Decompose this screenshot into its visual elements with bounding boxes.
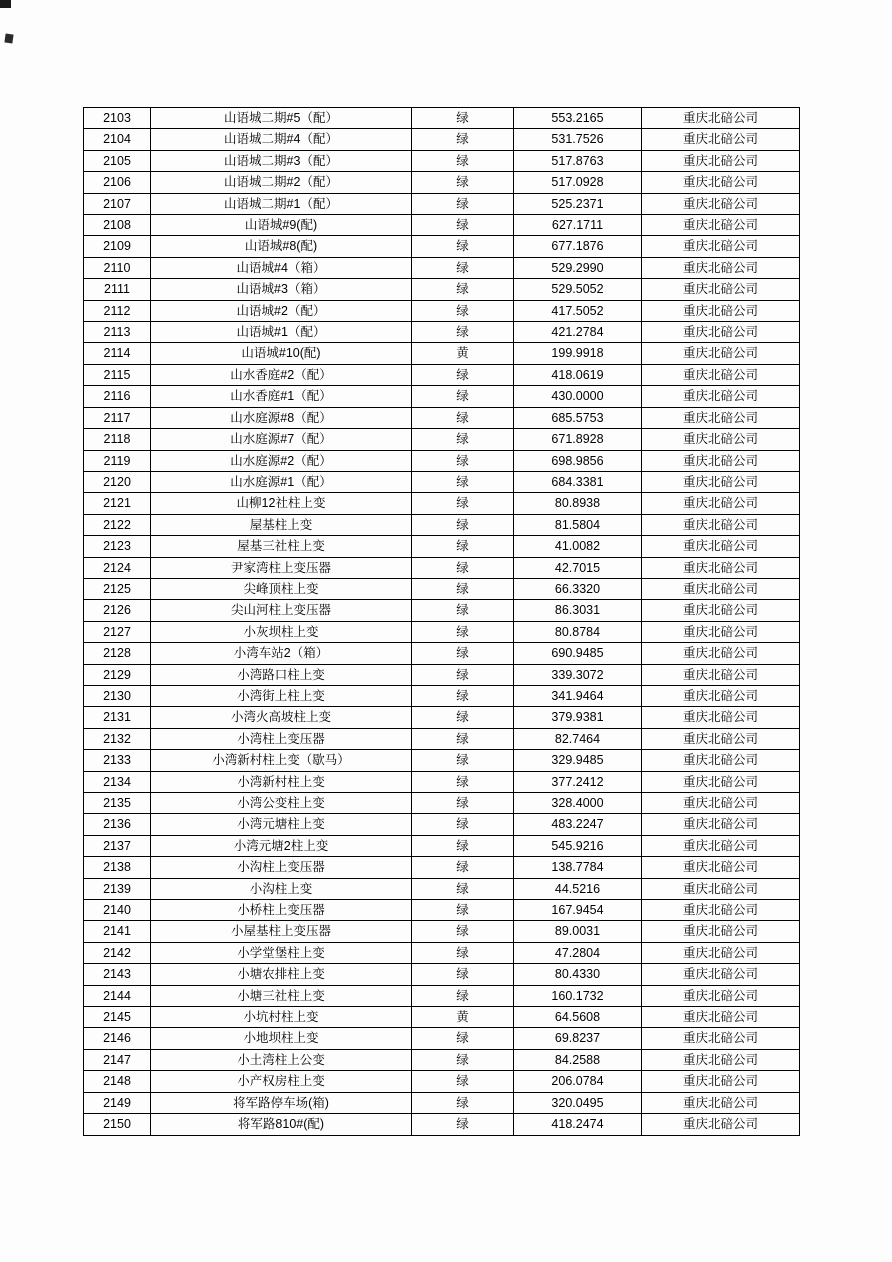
cell-value: 64.5608: [514, 1007, 642, 1028]
cell-company: 重庆北碚公司: [642, 1071, 800, 1092]
cell-id: 2127: [84, 621, 151, 642]
cell-id: 2126: [84, 600, 151, 621]
cell-value: 329.9485: [514, 750, 642, 771]
cell-company: 重庆北碚公司: [642, 707, 800, 728]
data-table-container: [83, 107, 800, 1136]
cell-status: 绿: [412, 942, 514, 963]
cell-name: 小屋基柱上变压器: [151, 921, 412, 942]
cell-company: 重庆北碚公司: [642, 407, 800, 428]
cell-id: 2149: [84, 1092, 151, 1113]
cell-company: 重庆北碚公司: [642, 386, 800, 407]
cell-id: 2115: [84, 364, 151, 385]
cell-company: 重庆北碚公司: [642, 322, 800, 343]
table-row: [84, 707, 800, 728]
cell-name: 山水庭源#7（配）: [151, 429, 412, 450]
cell-value: 44.5216: [514, 878, 642, 899]
table-row: [84, 985, 800, 1006]
cell-name: 山语城二期#5（配）: [151, 108, 412, 129]
table-row: [84, 964, 800, 985]
cell-id: 2130: [84, 685, 151, 706]
cell-company: 重庆北碚公司: [642, 621, 800, 642]
table-row: [84, 300, 800, 321]
cell-value: 677.1876: [514, 236, 642, 257]
cell-id: 2123: [84, 536, 151, 557]
cell-company: 重庆北碚公司: [642, 664, 800, 685]
table-row: [84, 621, 800, 642]
page-corner-artifact: [4, 33, 13, 43]
cell-status: 绿: [412, 707, 514, 728]
cell-value: 339.3072: [514, 664, 642, 685]
cell-company: 重庆北碚公司: [642, 493, 800, 514]
cell-name: 小湾元塘2柱上变: [151, 835, 412, 856]
cell-value: 379.9381: [514, 707, 642, 728]
cell-id: 2108: [84, 215, 151, 236]
table-row: [84, 793, 800, 814]
table-row: [84, 1071, 800, 1092]
cell-name: 小湾新村柱上变（歇马）: [151, 750, 412, 771]
cell-company: 重庆北碚公司: [642, 1007, 800, 1028]
cell-status: 绿: [412, 557, 514, 578]
table-row: [84, 942, 800, 963]
table-row: [84, 386, 800, 407]
cell-id: 2132: [84, 728, 151, 749]
cell-status: 绿: [412, 578, 514, 599]
cell-id: 2106: [84, 172, 151, 193]
cell-company: 重庆北碚公司: [642, 364, 800, 385]
cell-value: 80.4330: [514, 964, 642, 985]
cell-name: 小土湾柱上公变: [151, 1049, 412, 1070]
cell-status: 绿: [412, 1092, 514, 1113]
cell-value: 84.2588: [514, 1049, 642, 1070]
cell-status: 黄: [412, 343, 514, 364]
cell-value: 42.7015: [514, 557, 642, 578]
table-row: [84, 600, 800, 621]
cell-value: 418.2474: [514, 1114, 642, 1135]
table-row: [84, 835, 800, 856]
cell-status: 绿: [412, 1028, 514, 1049]
page-corner-artifact: [0, 0, 11, 8]
cell-company: 重庆北碚公司: [642, 921, 800, 942]
cell-name: 山语城#3（箱）: [151, 279, 412, 300]
cell-id: 2109: [84, 236, 151, 257]
cell-name: 小湾街上柱上变: [151, 685, 412, 706]
cell-value: 483.2247: [514, 814, 642, 835]
cell-id: 2125: [84, 578, 151, 599]
cell-name: 小湾柱上变压器: [151, 728, 412, 749]
table-row: [84, 814, 800, 835]
cell-company: 重庆北碚公司: [642, 750, 800, 771]
table-row: [84, 172, 800, 193]
table-row: [84, 471, 800, 492]
cell-name: 山水庭源#8（配）: [151, 407, 412, 428]
cell-company: 重庆北碚公司: [642, 578, 800, 599]
cell-id: 2124: [84, 557, 151, 578]
cell-status: 绿: [412, 921, 514, 942]
cell-name: 将军路停车场(箱): [151, 1092, 412, 1113]
table-row: [84, 728, 800, 749]
cell-company: 重庆北碚公司: [642, 150, 800, 171]
cell-name: 小湾路口柱上变: [151, 664, 412, 685]
table-row: [84, 257, 800, 278]
cell-company: 重庆北碚公司: [642, 1114, 800, 1135]
cell-name: 山水香庭#1（配）: [151, 386, 412, 407]
cell-company: 重庆北碚公司: [642, 557, 800, 578]
cell-value: 418.0619: [514, 364, 642, 385]
table-row: [84, 493, 800, 514]
cell-name: 将军路810#(配): [151, 1114, 412, 1135]
cell-status: 绿: [412, 664, 514, 685]
cell-value: 685.5753: [514, 407, 642, 428]
cell-value: 82.7464: [514, 728, 642, 749]
cell-company: 重庆北碚公司: [642, 878, 800, 899]
cell-value: 421.2784: [514, 322, 642, 343]
cell-status: 绿: [412, 215, 514, 236]
cell-value: 430.0000: [514, 386, 642, 407]
cell-value: 167.9454: [514, 900, 642, 921]
cell-name: 山水庭源#1（配）: [151, 471, 412, 492]
cell-status: 绿: [412, 771, 514, 792]
cell-id: 2104: [84, 129, 151, 150]
cell-name: 小灰坝柱上变: [151, 621, 412, 642]
cell-company: 重庆北碚公司: [642, 793, 800, 814]
cell-id: 2150: [84, 1114, 151, 1135]
cell-name: 小湾车站2（箱）: [151, 643, 412, 664]
cell-status: 绿: [412, 857, 514, 878]
cell-name: 小产权房柱上变: [151, 1071, 412, 1092]
cell-id: 2128: [84, 643, 151, 664]
cell-company: 重庆北碚公司: [642, 685, 800, 706]
cell-name: 小湾火高坡柱上变: [151, 707, 412, 728]
cell-id: 2118: [84, 429, 151, 450]
cell-name: 屋基柱上变: [151, 514, 412, 535]
cell-id: 2119: [84, 450, 151, 471]
cell-id: 2105: [84, 150, 151, 171]
cell-company: 重庆北碚公司: [642, 964, 800, 985]
cell-company: 重庆北碚公司: [642, 900, 800, 921]
cell-value: 529.2990: [514, 257, 642, 278]
cell-value: 545.9216: [514, 835, 642, 856]
cell-company: 重庆北碚公司: [642, 429, 800, 450]
cell-id: 2113: [84, 322, 151, 343]
table-row: [84, 108, 800, 129]
cell-company: 重庆北碚公司: [642, 343, 800, 364]
cell-status: 绿: [412, 1049, 514, 1070]
cell-id: 2110: [84, 257, 151, 278]
cell-company: 重庆北碚公司: [642, 450, 800, 471]
cell-name: 山语城二期#1（配）: [151, 193, 412, 214]
cell-name: 山语城#9(配): [151, 215, 412, 236]
cell-company: 重庆北碚公司: [642, 471, 800, 492]
cell-value: 80.8938: [514, 493, 642, 514]
cell-value: 328.4000: [514, 793, 642, 814]
cell-name: 山水香庭#2（配）: [151, 364, 412, 385]
cell-value: 86.3031: [514, 600, 642, 621]
cell-id: 2140: [84, 900, 151, 921]
cell-id: 2107: [84, 193, 151, 214]
cell-status: 绿: [412, 814, 514, 835]
cell-status: 绿: [412, 279, 514, 300]
cell-value: 553.2165: [514, 108, 642, 129]
cell-status: 绿: [412, 900, 514, 921]
cell-company: 重庆北碚公司: [642, 300, 800, 321]
table-row: [84, 878, 800, 899]
table-row: [84, 750, 800, 771]
cell-company: 重庆北碚公司: [642, 129, 800, 150]
cell-value: 517.8763: [514, 150, 642, 171]
cell-status: 绿: [412, 1114, 514, 1135]
cell-id: 2144: [84, 985, 151, 1006]
cell-status: 绿: [412, 985, 514, 1006]
cell-id: 2103: [84, 108, 151, 129]
cell-status: 绿: [412, 600, 514, 621]
cell-id: 2142: [84, 942, 151, 963]
cell-id: 2121: [84, 493, 151, 514]
cell-status: 绿: [412, 150, 514, 171]
cell-value: 320.0495: [514, 1092, 642, 1113]
cell-status: 绿: [412, 129, 514, 150]
cell-name: 小桥柱上变压器: [151, 900, 412, 921]
cell-name: 尖山河柱上变压器: [151, 600, 412, 621]
table-row: [84, 578, 800, 599]
cell-company: 重庆北碚公司: [642, 600, 800, 621]
cell-value: 206.0784: [514, 1071, 642, 1092]
cell-id: 2120: [84, 471, 151, 492]
cell-status: 绿: [412, 364, 514, 385]
cell-name: 小地坝柱上变: [151, 1028, 412, 1049]
cell-value: 80.8784: [514, 621, 642, 642]
table-row: [84, 450, 800, 471]
table-row: [84, 129, 800, 150]
cell-value: 684.3381: [514, 471, 642, 492]
cell-company: 重庆北碚公司: [642, 985, 800, 1006]
cell-company: 重庆北碚公司: [642, 1028, 800, 1049]
cell-company: 重庆北碚公司: [642, 257, 800, 278]
cell-id: 2137: [84, 835, 151, 856]
cell-id: 2122: [84, 514, 151, 535]
cell-name: 小湾公变柱上变: [151, 793, 412, 814]
cell-status: 绿: [412, 108, 514, 129]
cell-value: 41.0082: [514, 536, 642, 557]
cell-id: 2133: [84, 750, 151, 771]
cell-id: 2134: [84, 771, 151, 792]
cell-id: 2131: [84, 707, 151, 728]
table-row: [84, 536, 800, 557]
cell-company: 重庆北碚公司: [642, 857, 800, 878]
cell-id: 2135: [84, 793, 151, 814]
cell-value: 517.0928: [514, 172, 642, 193]
cell-status: 绿: [412, 643, 514, 664]
cell-company: 重庆北碚公司: [642, 108, 800, 129]
cell-value: 341.9464: [514, 685, 642, 706]
table-row: [84, 514, 800, 535]
cell-value: 377.2412: [514, 771, 642, 792]
records-table: [83, 107, 800, 1136]
cell-status: 绿: [412, 536, 514, 557]
table-row: [84, 685, 800, 706]
cell-name: 山语城二期#2（配）: [151, 172, 412, 193]
table-row: [84, 557, 800, 578]
cell-status: 绿: [412, 172, 514, 193]
cell-status: 绿: [412, 964, 514, 985]
cell-name: 山语城#10(配): [151, 343, 412, 364]
table-row: [84, 771, 800, 792]
cell-value: 529.5052: [514, 279, 642, 300]
cell-name: 小沟柱上变: [151, 878, 412, 899]
cell-id: 2136: [84, 814, 151, 835]
cell-status: 绿: [412, 193, 514, 214]
cell-status: 绿: [412, 407, 514, 428]
cell-name: 小塘农排柱上变: [151, 964, 412, 985]
cell-name: 小塘三社柱上变: [151, 985, 412, 1006]
cell-value: 66.3320: [514, 578, 642, 599]
cell-id: 2112: [84, 300, 151, 321]
cell-value: 671.8928: [514, 429, 642, 450]
cell-status: 绿: [412, 257, 514, 278]
cell-status: 绿: [412, 728, 514, 749]
table-row: [84, 215, 800, 236]
cell-value: 525.2371: [514, 193, 642, 214]
cell-status: 绿: [412, 300, 514, 321]
cell-id: 2117: [84, 407, 151, 428]
table-row: [84, 643, 800, 664]
cell-status: 绿: [412, 514, 514, 535]
cell-status: 绿: [412, 835, 514, 856]
cell-name: 小坑村柱上变: [151, 1007, 412, 1028]
cell-status: 绿: [412, 429, 514, 450]
cell-status: 绿: [412, 621, 514, 642]
table-row: [84, 1092, 800, 1113]
table-row: [84, 1028, 800, 1049]
cell-name: 山柳12社柱上变: [151, 493, 412, 514]
cell-id: 2148: [84, 1071, 151, 1092]
cell-value: 138.7784: [514, 857, 642, 878]
cell-name: 屋基三社柱上变: [151, 536, 412, 557]
cell-company: 重庆北碚公司: [642, 536, 800, 557]
cell-company: 重庆北碚公司: [642, 835, 800, 856]
cell-name: 小学堂堡柱上变: [151, 942, 412, 963]
cell-name: 小湾元塘柱上变: [151, 814, 412, 835]
cell-value: 531.7526: [514, 129, 642, 150]
cell-company: 重庆北碚公司: [642, 193, 800, 214]
table-row: [84, 364, 800, 385]
cell-status: 绿: [412, 793, 514, 814]
cell-value: 417.5052: [514, 300, 642, 321]
table-row: [84, 857, 800, 878]
table-row: [84, 236, 800, 257]
cell-name: 尹家湾柱上变压器: [151, 557, 412, 578]
table-row: [84, 1049, 800, 1070]
cell-id: 2143: [84, 964, 151, 985]
cell-status: 绿: [412, 236, 514, 257]
cell-value: 47.2804: [514, 942, 642, 963]
table-body: [84, 108, 800, 1136]
cell-name: 尖峰顶柱上变: [151, 578, 412, 599]
cell-company: 重庆北碚公司: [642, 172, 800, 193]
table-row: [84, 1007, 800, 1028]
cell-company: 重庆北碚公司: [642, 215, 800, 236]
table-row: [84, 343, 800, 364]
table-row: [84, 150, 800, 171]
table-row: [84, 1114, 800, 1135]
cell-company: 重庆北碚公司: [642, 728, 800, 749]
cell-name: 山语城二期#3（配）: [151, 150, 412, 171]
cell-status: 绿: [412, 685, 514, 706]
cell-id: 2114: [84, 343, 151, 364]
cell-id: 2141: [84, 921, 151, 942]
cell-id: 2111: [84, 279, 151, 300]
cell-status: 绿: [412, 878, 514, 899]
cell-value: 690.9485: [514, 643, 642, 664]
table-row: [84, 193, 800, 214]
cell-value: 199.9918: [514, 343, 642, 364]
cell-id: 2139: [84, 878, 151, 899]
cell-id: 2138: [84, 857, 151, 878]
cell-status: 绿: [412, 471, 514, 492]
cell-company: 重庆北碚公司: [642, 279, 800, 300]
cell-status: 绿: [412, 386, 514, 407]
cell-company: 重庆北碚公司: [642, 514, 800, 535]
cell-name: 山水庭源#2（配）: [151, 450, 412, 471]
cell-status: 绿: [412, 493, 514, 514]
cell-id: 2129: [84, 664, 151, 685]
cell-id: 2116: [84, 386, 151, 407]
cell-company: 重庆北碚公司: [642, 643, 800, 664]
cell-status: 绿: [412, 1071, 514, 1092]
table-row: [84, 322, 800, 343]
cell-name: 小湾新村柱上变: [151, 771, 412, 792]
cell-company: 重庆北碚公司: [642, 814, 800, 835]
cell-name: 山语城#4（箱）: [151, 257, 412, 278]
cell-id: 2145: [84, 1007, 151, 1028]
cell-value: 160.1732: [514, 985, 642, 1006]
table-row: [84, 900, 800, 921]
cell-value: 89.0031: [514, 921, 642, 942]
cell-id: 2147: [84, 1049, 151, 1070]
cell-value: 698.9856: [514, 450, 642, 471]
cell-name: 山语城二期#4（配）: [151, 129, 412, 150]
cell-company: 重庆北碚公司: [642, 236, 800, 257]
cell-id: 2146: [84, 1028, 151, 1049]
table-row: [84, 279, 800, 300]
table-row: [84, 921, 800, 942]
cell-status: 绿: [412, 750, 514, 771]
cell-name: 山语城#2（配）: [151, 300, 412, 321]
cell-name: 山语城#1（配）: [151, 322, 412, 343]
table-row: [84, 407, 800, 428]
cell-name: 小沟柱上变压器: [151, 857, 412, 878]
cell-value: 69.8237: [514, 1028, 642, 1049]
table-row: [84, 664, 800, 685]
cell-company: 重庆北碚公司: [642, 942, 800, 963]
cell-status: 绿: [412, 450, 514, 471]
cell-company: 重庆北碚公司: [642, 771, 800, 792]
cell-status: 黄: [412, 1007, 514, 1028]
cell-status: 绿: [412, 322, 514, 343]
cell-company: 重庆北碚公司: [642, 1049, 800, 1070]
cell-company: 重庆北碚公司: [642, 1092, 800, 1113]
cell-value: 627.1711: [514, 215, 642, 236]
cell-value: 81.5804: [514, 514, 642, 535]
table-row: [84, 429, 800, 450]
cell-name: 山语城#8(配): [151, 236, 412, 257]
